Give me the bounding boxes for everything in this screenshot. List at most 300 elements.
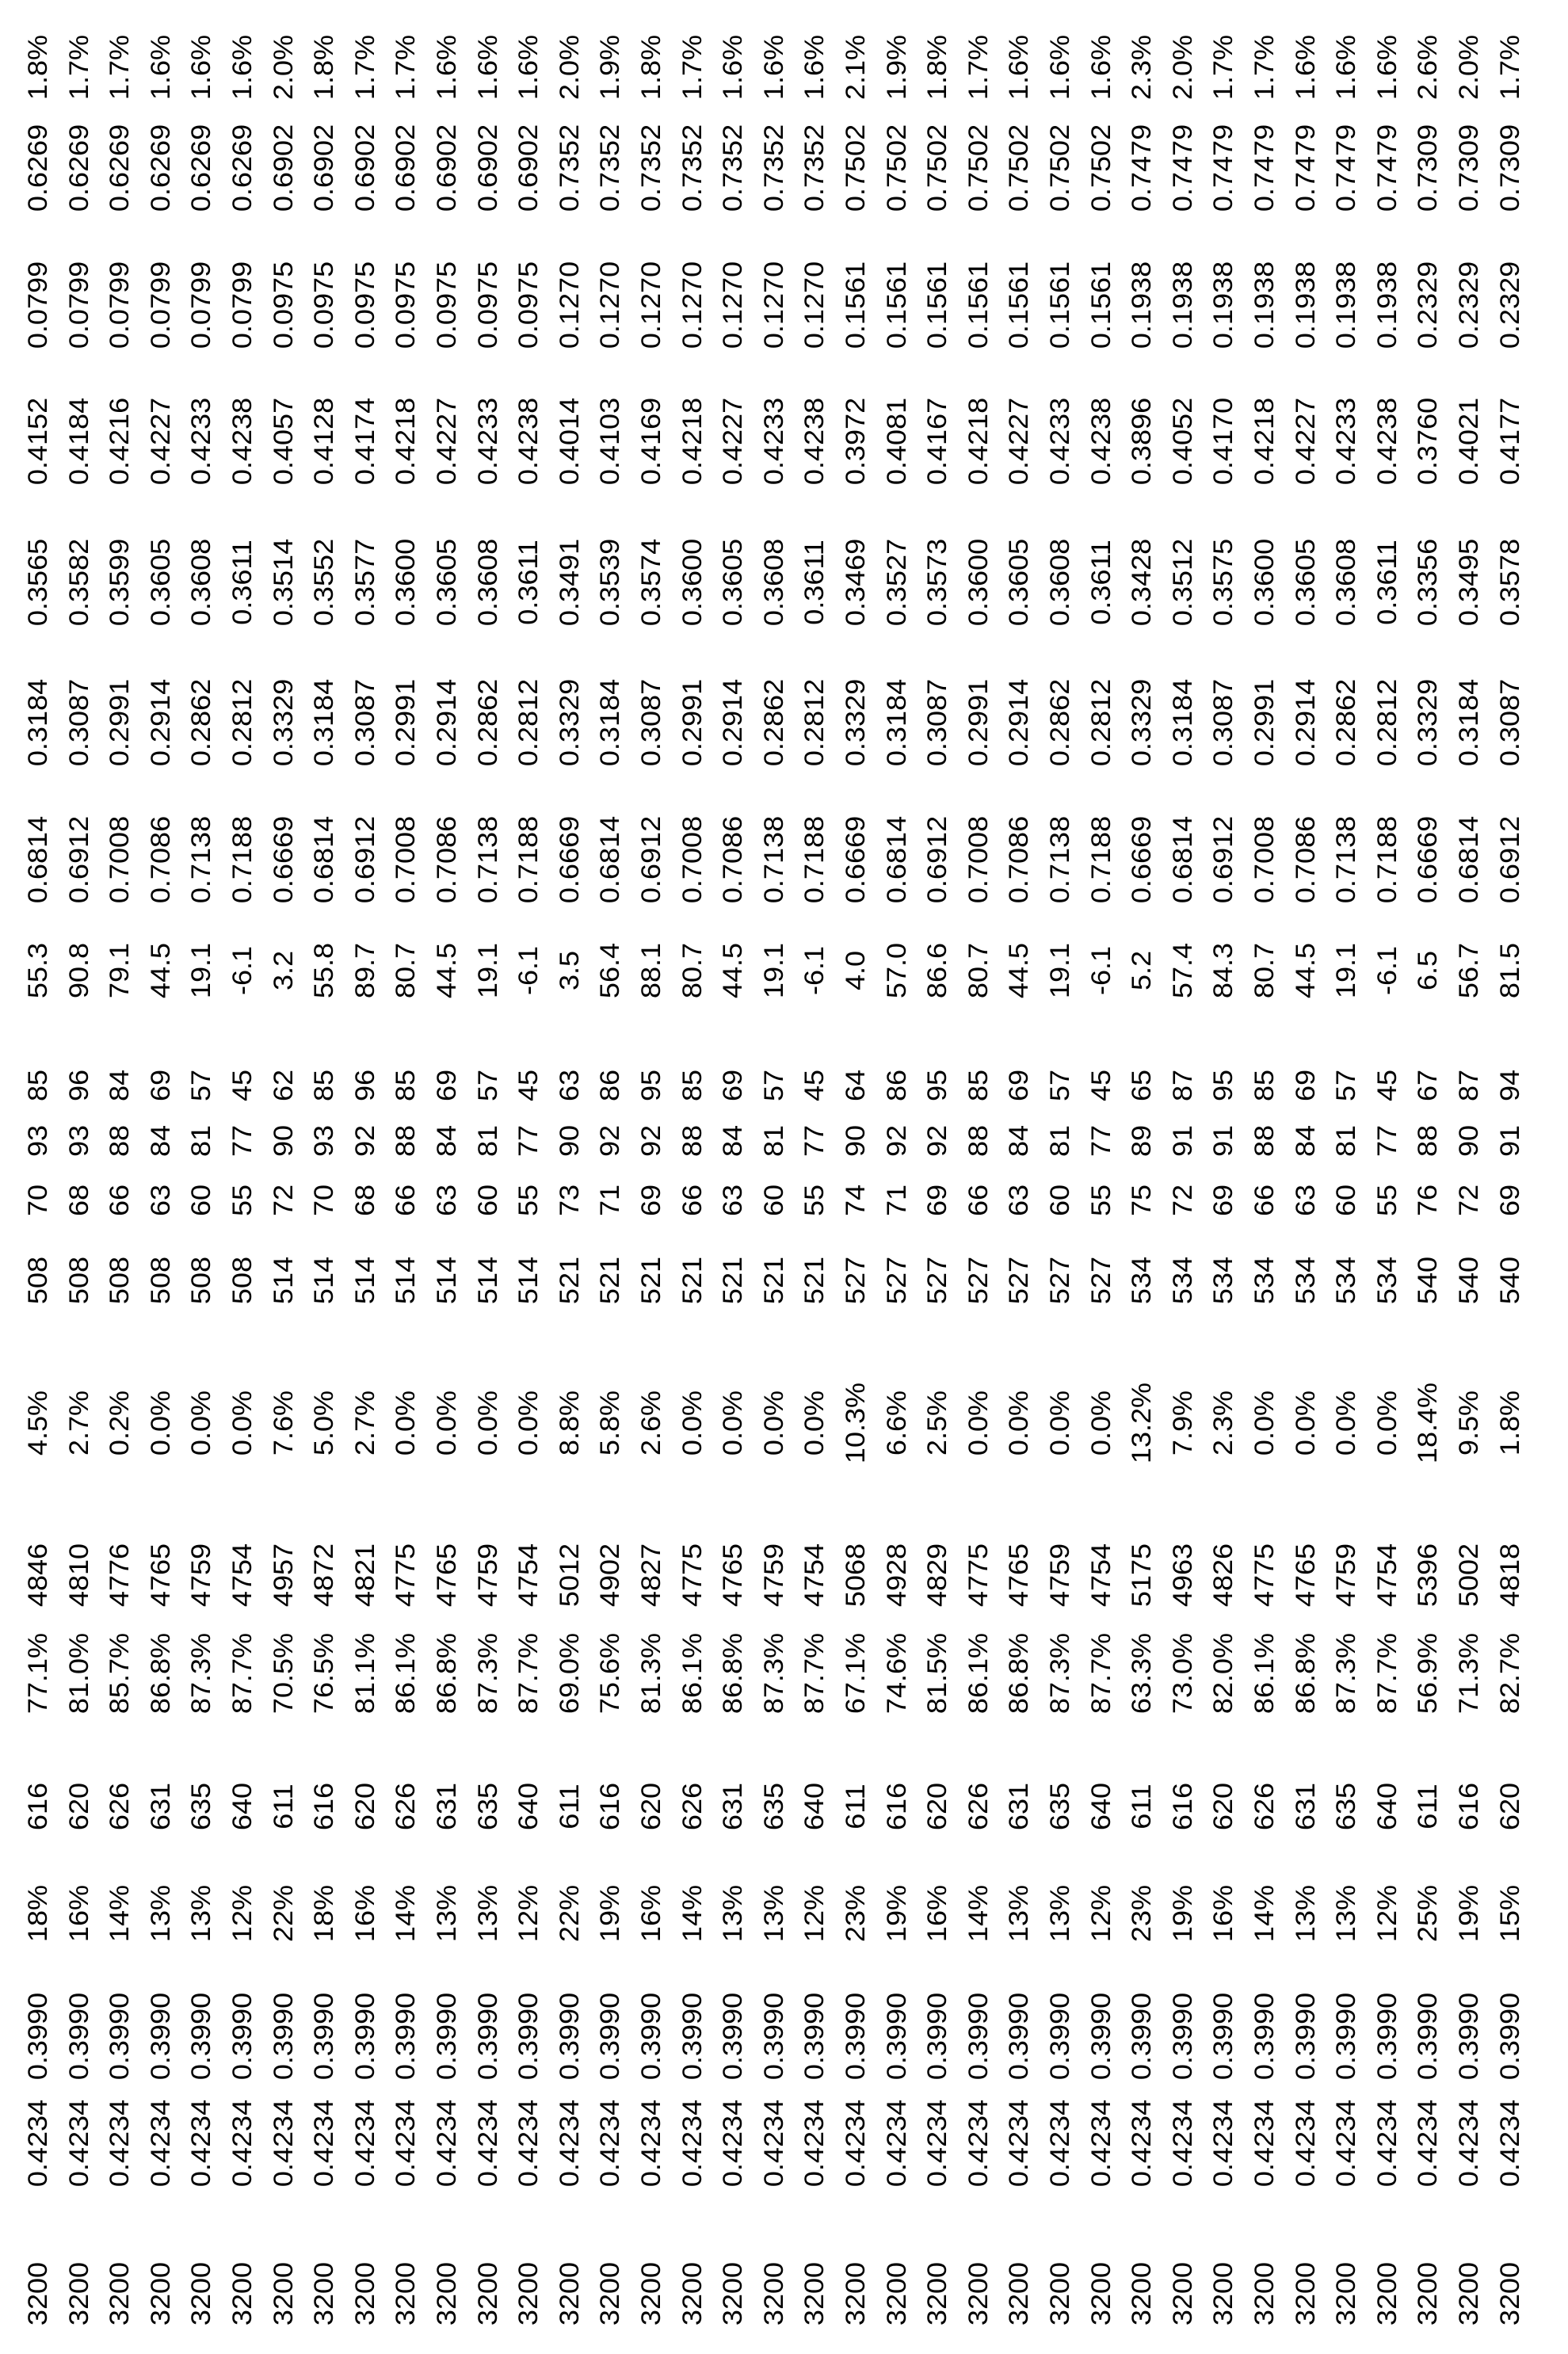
table-cell: 0.6902: [475, 124, 502, 212]
table-cell: 0.7008: [106, 816, 133, 903]
table-cell: 0.1270: [761, 261, 788, 349]
table-cell: 3200: [1251, 2262, 1278, 2325]
table-cell: 95: [638, 1070, 665, 1101]
table-cell: 0.1270: [679, 261, 706, 349]
table-cell: 0.4052: [1169, 398, 1196, 485]
table-cell: 0.7502: [1088, 124, 1115, 212]
table-cell: 4928: [883, 1543, 910, 1607]
table-cell: 4963: [1169, 1543, 1196, 1607]
table-cell: 69: [638, 1185, 665, 1216]
table-cell: 0.4021: [1455, 398, 1482, 485]
table-cell: 508: [25, 1257, 52, 1304]
table-cell: 508: [66, 1257, 93, 1304]
table-cell: 0.0%: [433, 1391, 460, 1456]
table-cell: 0.4234: [1088, 2100, 1115, 2187]
table-cell: 0.1561: [842, 261, 869, 349]
table-cell: 45: [1088, 1070, 1115, 1101]
table-cell: 0.1270: [597, 261, 624, 349]
table-cell: 0.0799: [147, 261, 174, 349]
table-cell: 640: [515, 1783, 542, 1830]
table-cell: 1.7%: [1497, 35, 1524, 100]
table-cell: 4759: [1333, 1543, 1360, 1607]
table-cell: 0.4234: [1128, 2100, 1155, 2187]
table-cell: 4775: [965, 1543, 992, 1607]
table-cell: 0.3990: [392, 1993, 419, 2080]
table-cell: 69: [719, 1070, 746, 1101]
table-cell: 86: [597, 1070, 624, 1101]
table-cell: 93: [311, 1125, 338, 1157]
table-cell: 88: [965, 1125, 992, 1157]
table-cell: 88.1: [638, 943, 665, 998]
table-cell: 0.7188: [229, 816, 256, 903]
table-cell: 534: [1169, 1257, 1196, 1304]
table-row: [79, 0, 80, 2354]
table-cell: 3200: [638, 2262, 665, 2325]
table-cell: 72: [1455, 1185, 1482, 1216]
table-cell: 3200: [25, 2262, 52, 2325]
table-cell: 534: [1128, 1257, 1155, 1304]
table-cell: 69: [1292, 1070, 1319, 1101]
table-cell: 89.7: [352, 943, 379, 998]
table-cell: 3200: [229, 2262, 256, 2325]
table-cell: 0.6669: [842, 816, 869, 903]
table-cell: 3200: [66, 2262, 93, 2325]
table-cell: 0.3599: [106, 539, 133, 626]
table-row: [610, 0, 611, 2354]
table-cell: 4775: [679, 1543, 706, 1607]
table-cell: 5068: [842, 1543, 869, 1607]
table-cell: 60: [1333, 1185, 1360, 1216]
table-cell: 88: [392, 1125, 419, 1157]
table-cell: 3200: [924, 2262, 951, 2325]
table-cell: 25%: [1414, 1885, 1441, 1942]
table-cell: 84.3: [1210, 943, 1237, 998]
table-cell: 0.3972: [842, 398, 869, 485]
table-cell: 5002: [1455, 1543, 1482, 1607]
table-cell: 10.3%: [842, 1383, 869, 1463]
table-row: [1510, 0, 1511, 2354]
table-cell: 0.3990: [515, 1993, 542, 2080]
table-cell: 616: [1455, 1783, 1482, 1830]
table-cell: 4754: [229, 1543, 256, 1607]
table-cell: 0.4238: [1088, 398, 1115, 485]
table-cell: 95: [924, 1070, 951, 1101]
table-cell: 0.7352: [556, 124, 583, 212]
table-cell: 0.3577: [352, 539, 379, 626]
table-cell: 89: [1128, 1125, 1155, 1157]
table-cell: 640: [1088, 1783, 1115, 1830]
table-cell: 521: [556, 1257, 583, 1304]
table-cell: 22%: [270, 1885, 297, 1942]
table-cell: 90: [270, 1125, 297, 1157]
table-cell: 84: [1292, 1125, 1319, 1157]
table-cell: 0.2862: [1047, 679, 1074, 766]
table-cell: 87.7%: [1374, 1633, 1401, 1714]
table-cell: 0.4234: [188, 2100, 215, 2187]
table-cell: 77: [801, 1125, 828, 1157]
table-cell: 0.4234: [1333, 2100, 1360, 2187]
table-cell: 3200: [1005, 2262, 1032, 2325]
table-cell: 0.4238: [515, 398, 542, 485]
table-cell: 86.8%: [1005, 1633, 1032, 1714]
table-cell: 0.7502: [924, 124, 951, 212]
table-cell: 0.6814: [25, 816, 52, 903]
table-cell: 0.3600: [1251, 539, 1278, 626]
table-cell: 0.0%: [1374, 1391, 1401, 1456]
table-cell: 88: [1414, 1125, 1441, 1157]
table-cell: 0.6902: [270, 124, 297, 212]
table-cell: 0.2914: [433, 679, 460, 766]
table-cell: 0.0799: [229, 261, 256, 349]
table-cell: 0.0799: [25, 261, 52, 349]
table-cell: 1.6%: [1333, 35, 1360, 100]
table-cell: 71: [597, 1185, 624, 1216]
table-cell: 86.8%: [719, 1633, 746, 1714]
table-cell: 3200: [515, 2262, 542, 2325]
table-cell: 0.0%: [1251, 1391, 1278, 1456]
table-cell: 74: [842, 1185, 869, 1216]
table-cell: 0.7352: [761, 124, 788, 212]
table-cell: 13%: [1333, 1885, 1360, 1942]
table-cell: 4810: [66, 1543, 93, 1607]
table-cell: 80.7: [1251, 943, 1278, 998]
table-cell: 0.6912: [924, 816, 951, 903]
table-cell: 0.7502: [1005, 124, 1032, 212]
table-cell: 0.3611: [801, 540, 828, 625]
table-cell: 0.7188: [1374, 816, 1401, 903]
table-cell: 93: [25, 1125, 52, 1157]
table-cell: 0.3356: [1414, 539, 1441, 626]
table-cell: 96: [66, 1070, 93, 1101]
table-cell: 0.3527: [883, 539, 910, 626]
table-cell: 2.0%: [1169, 35, 1196, 100]
table-cell: 4872: [311, 1543, 338, 1607]
table-cell: 0.3990: [1005, 1993, 1032, 2080]
table-cell: 70: [311, 1185, 338, 1216]
table-cell: 0.1561: [1005, 261, 1032, 349]
table-cell: 0.7008: [965, 816, 992, 903]
table-cell: 3200: [719, 2262, 746, 2325]
table-cell: 7.6%: [270, 1391, 297, 1456]
table-cell: 23%: [1128, 1885, 1155, 1942]
table-cell: 0.6269: [66, 124, 93, 212]
table-cell: 3200: [392, 2262, 419, 2325]
table-cell: 0.0975: [515, 261, 542, 349]
table-cell: 0.1561: [924, 261, 951, 349]
table-row: [242, 0, 243, 2354]
table-cell: 63: [719, 1185, 746, 1216]
table-cell: 3200: [842, 2262, 869, 2325]
table-cell: 84: [106, 1070, 133, 1101]
table-cell: 0.3990: [25, 1993, 52, 2080]
table-cell: 0.0%: [679, 1391, 706, 1456]
table-cell: 0.3990: [106, 1993, 133, 2080]
table-cell: 13%: [1005, 1885, 1032, 1942]
table-cell: 60: [1047, 1185, 1074, 1216]
table-cell: 3200: [1414, 2262, 1441, 2325]
table-cell: 85: [1251, 1070, 1278, 1101]
table-cell: 0.4177: [1497, 398, 1524, 485]
table-cell: 1.9%: [597, 35, 624, 100]
table-cell: 79.1: [106, 943, 133, 998]
table-cell: 4765: [147, 1543, 174, 1607]
table-cell: 534: [1374, 1257, 1401, 1304]
table-cell: 70.5%: [270, 1633, 297, 1714]
table-cell: 82.7%: [1497, 1633, 1524, 1714]
table-cell: 508: [147, 1257, 174, 1304]
table-cell: 0.1938: [1251, 261, 1278, 349]
table-cell: 3200: [965, 2262, 992, 2325]
table-cell: 0.2329: [1455, 261, 1482, 349]
table-cell: 13%: [1292, 1885, 1319, 1942]
table-cell: 0.7502: [883, 124, 910, 212]
table-cell: 2.3%: [1128, 35, 1155, 100]
table-cell: 0.3539: [597, 539, 624, 626]
table-cell: 91: [1169, 1125, 1196, 1157]
table-cell: 0.2862: [1333, 679, 1360, 766]
table-cell: 4765: [719, 1543, 746, 1607]
table-cell: 0.3990: [147, 1993, 174, 2080]
table-cell: 0.3990: [719, 1993, 746, 2080]
table-cell: 0.4234: [352, 2100, 379, 2187]
table-cell: 0.1938: [1128, 261, 1155, 349]
table-cell: 70: [25, 1185, 52, 1216]
table-cell: 0.4218: [392, 398, 419, 485]
table-cell: 0.4234: [883, 2100, 910, 2187]
table-cell: 1.6%: [515, 35, 542, 100]
table-cell: 0.0%: [515, 1391, 542, 1456]
table-cell: 90: [1455, 1125, 1482, 1157]
table-cell: 0.3184: [883, 679, 910, 766]
table-cell: 1.8%: [638, 35, 665, 100]
table-cell: 0.3990: [433, 1993, 460, 2080]
table-cell: 0.6269: [147, 124, 174, 212]
table-cell: 85: [392, 1070, 419, 1101]
table-cell: 0.3611: [1088, 540, 1115, 625]
table-cell: 0.0%: [965, 1391, 992, 1456]
table-cell: 3200: [1333, 2262, 1360, 2325]
table-cell: 4957: [270, 1543, 297, 1607]
table-cell: 0.3990: [965, 1993, 992, 2080]
table-cell: 0.3329: [556, 679, 583, 766]
table-cell: 0.0%: [392, 1391, 419, 1456]
table-cell: 0.4169: [638, 398, 665, 485]
table-cell: 19%: [883, 1885, 910, 1942]
table-cell: 0.7188: [515, 816, 542, 903]
table-cell: 0.4234: [66, 2100, 93, 2187]
table-cell: 86.8%: [433, 1633, 460, 1714]
table-cell: 0.1938: [1333, 261, 1360, 349]
table-cell: 640: [801, 1783, 828, 1830]
table-cell: 4754: [801, 1543, 828, 1607]
table-cell: 3200: [147, 2262, 174, 2325]
table-cell: 69: [433, 1070, 460, 1101]
table-cell: 534: [1333, 1257, 1360, 1304]
table-cell: 3200: [597, 2262, 624, 2325]
table-cell: 3200: [433, 2262, 460, 2325]
table-cell: 57: [188, 1070, 215, 1101]
table-cell: 0.4234: [147, 2100, 174, 2187]
table-cell: 7.9%: [1169, 1391, 1196, 1456]
table-cell: 0.1561: [1047, 261, 1074, 349]
table-cell: 616: [311, 1783, 338, 1830]
table-cell: 93: [66, 1125, 93, 1157]
table-cell: 1.8%: [1497, 1391, 1524, 1456]
table-cell: 620: [352, 1783, 379, 1830]
table-cell: 44.5: [147, 943, 174, 998]
table-cell: 13%: [475, 1885, 502, 1942]
table-cell: 63: [1005, 1185, 1032, 1216]
table-cell: 3.2: [270, 951, 297, 990]
table-cell: 4765: [1292, 1543, 1319, 1607]
table-cell: 0.4014: [556, 398, 583, 485]
table-cell: 87.7%: [801, 1633, 828, 1714]
table-cell: 1.6%: [1005, 35, 1032, 100]
table-cell: 0.6814: [883, 816, 910, 903]
table-cell: 0.4234: [1374, 2100, 1401, 2187]
table-cell: 0.6669: [556, 816, 583, 903]
table-cell: 0.6902: [515, 124, 542, 212]
table-cell: 616: [597, 1783, 624, 1830]
table-cell: 0.3605: [719, 539, 746, 626]
table-cell: 55.8: [311, 943, 338, 998]
table-cell: 8.8%: [556, 1391, 583, 1456]
table-cell: 0.4227: [433, 398, 460, 485]
table-cell: 3200: [311, 2262, 338, 2325]
table-cell: 631: [719, 1783, 746, 1830]
table-cell: 80.7: [392, 943, 419, 998]
table-cell: 55: [801, 1185, 828, 1216]
table-cell: 1.6%: [147, 35, 174, 100]
table-cell: 0.3087: [1210, 679, 1237, 766]
table-cell: 0.3990: [679, 1993, 706, 2080]
table-cell: 540: [1497, 1257, 1524, 1304]
table-cell: 0.4184: [66, 398, 93, 485]
table-cell: 13%: [761, 1885, 788, 1942]
table-cell: -6.1: [515, 946, 542, 995]
table-cell: 44.5: [1005, 943, 1032, 998]
table-cell: 0.3608: [1333, 539, 1360, 626]
table-cell: 92: [597, 1125, 624, 1157]
table-cell: 616: [883, 1783, 910, 1830]
table-cell: 514: [311, 1257, 338, 1304]
table-cell: 19.1: [1333, 943, 1360, 998]
table-cell: 0.4218: [679, 398, 706, 485]
table-cell: 0.3565: [25, 539, 52, 626]
table-cell: 0.2%: [106, 1391, 133, 1456]
table-cell: 73.0%: [1169, 1633, 1196, 1714]
table-cell: 1.6%: [719, 35, 746, 100]
table-cell: 1.8%: [311, 35, 338, 100]
table-cell: 0.3990: [883, 1993, 910, 2080]
table-cell: 514: [392, 1257, 419, 1304]
table-cell: 19.1: [475, 943, 502, 998]
table-cell: 4846: [25, 1543, 52, 1607]
table-cell: 0.7008: [1251, 816, 1278, 903]
table-cell: 86.1%: [392, 1633, 419, 1714]
table-cell: 0.3495: [1455, 539, 1482, 626]
table-cell: 91: [1210, 1125, 1237, 1157]
table-cell: 611: [270, 1784, 297, 1829]
table-cell: 4754: [515, 1543, 542, 1607]
table-cell: 12%: [229, 1885, 256, 1942]
table-cell: 0.4218: [965, 398, 992, 485]
table-cell: 0.0%: [188, 1391, 215, 1456]
table-cell: 631: [1292, 1783, 1319, 1830]
table-cell: 16%: [352, 1885, 379, 1942]
table-cell: 0.2991: [1251, 679, 1278, 766]
table-cell: 4754: [1088, 1543, 1115, 1607]
table-cell: 0.6269: [106, 124, 133, 212]
table-cell: 0.7086: [1292, 816, 1319, 903]
table-cell: 0.3990: [1333, 1993, 1360, 2080]
table-cell: 88: [1251, 1125, 1278, 1157]
table-cell: 527: [924, 1257, 951, 1304]
table-cell: 0.7138: [1333, 816, 1360, 903]
table-cell: 0.7086: [433, 816, 460, 903]
table-cell: 1.6%: [475, 35, 502, 100]
table-row: [1346, 0, 1347, 2354]
table-cell: 0.4057: [270, 398, 297, 485]
table-cell: 0.4233: [475, 398, 502, 485]
table-cell: 0.6669: [1128, 816, 1155, 903]
table-cell: 0.3990: [761, 1993, 788, 2080]
table-cell: 87.7%: [515, 1633, 542, 1714]
table-cell: 0.0975: [270, 261, 297, 349]
table-cell: 0.4234: [1251, 2100, 1278, 2187]
table-cell: 81: [761, 1125, 788, 1157]
table-cell: 4826: [1210, 1543, 1237, 1607]
table-cell: 81: [188, 1125, 215, 1157]
table-cell: 16%: [924, 1885, 951, 1942]
table-cell: 6.6%: [883, 1391, 910, 1456]
table-cell: 82.0%: [1210, 1633, 1237, 1714]
table-cell: 0.0%: [229, 1391, 256, 1456]
table-cell: 1.6%: [188, 35, 215, 100]
table-cell: 0.6669: [270, 816, 297, 903]
table-cell: 12%: [515, 1885, 542, 1942]
table-cell: 81: [475, 1125, 502, 1157]
table-cell: 0.0%: [719, 1391, 746, 1456]
table-cell: 4829: [924, 1543, 951, 1607]
table-cell: 0.4234: [1005, 2100, 1032, 2187]
table-cell: 0.6912: [1210, 816, 1237, 903]
table-cell: 0.0%: [475, 1391, 502, 1456]
table-cell: 0.4234: [25, 2100, 52, 2187]
table-cell: 76: [1414, 1185, 1441, 1216]
table-cell: 69: [147, 1070, 174, 1101]
table-cell: 0.4152: [25, 398, 52, 485]
table-cell: 0.3600: [392, 539, 419, 626]
table-cell: 0.7352: [638, 124, 665, 212]
table-cell: 0.6902: [352, 124, 379, 212]
table-cell: 0.6902: [392, 124, 419, 212]
table-cell: 0.3990: [1251, 1993, 1278, 2080]
table-cell: 527: [883, 1257, 910, 1304]
table-cell: 18%: [311, 1885, 338, 1942]
table-cell: 0.3608: [475, 539, 502, 626]
table-cell: 87.3%: [1047, 1633, 1074, 1714]
table-cell: 19%: [1455, 1885, 1482, 1942]
table-row: [365, 0, 366, 2354]
table-cell: 81.0%: [66, 1633, 93, 1714]
table-cell: 0.4234: [924, 2100, 951, 2187]
table-cell: 0.1938: [1374, 261, 1401, 349]
table-cell: 0.4238: [801, 398, 828, 485]
table-cell: 87: [1169, 1070, 1196, 1101]
table-cell: 4759: [1047, 1543, 1074, 1607]
table-cell: 71.3%: [1455, 1633, 1482, 1714]
